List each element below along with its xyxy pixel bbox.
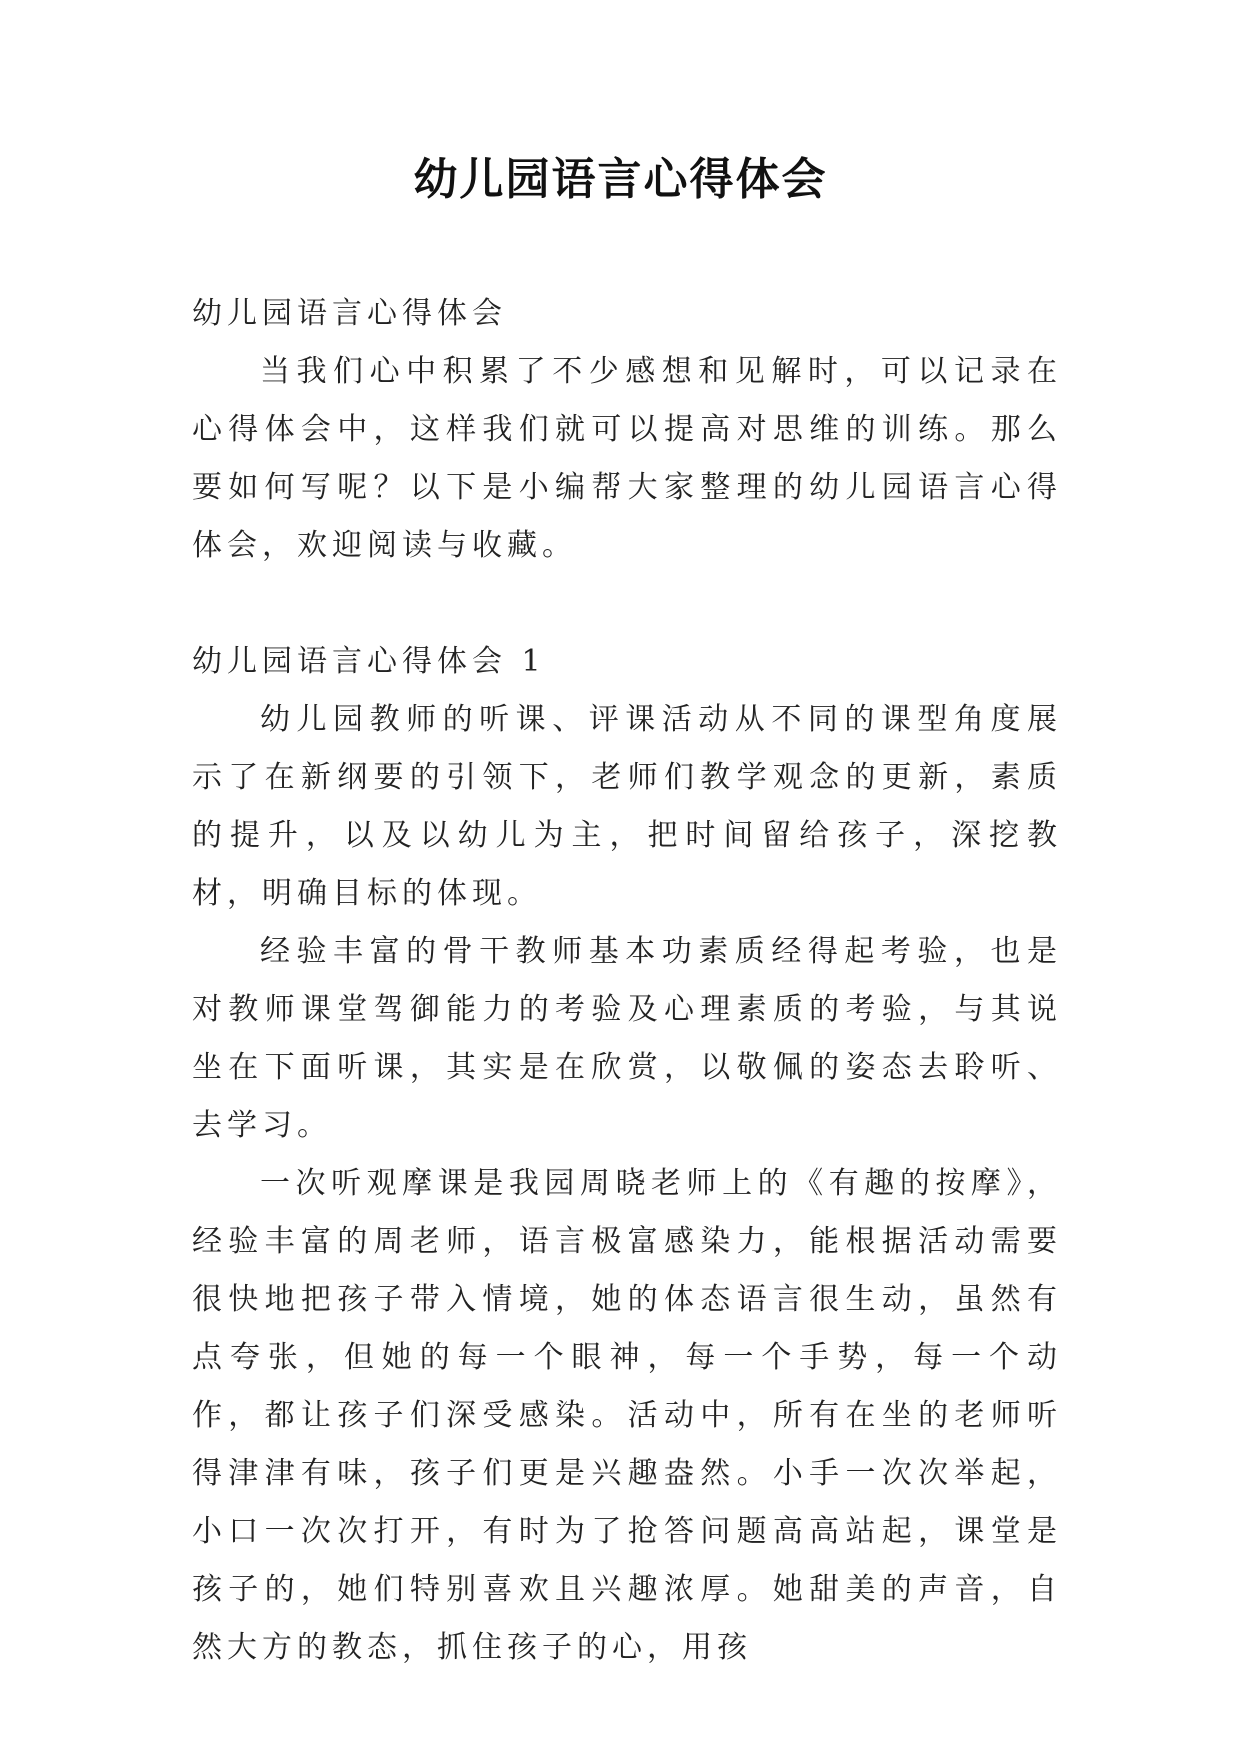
body-paragraph: 经验丰富的骨干教师基本功素质经得起考验，也是对教师课堂驾御能力的考验及心理素质的考验，与其说坐在下面听课，其实是在欣赏，以敬佩的姿态去聆听、去学习。 (192, 934, 1062, 1143)
document-title: 幼儿园语言心得体会 (413, 154, 828, 205)
intro-heading: 幼儿园语言心得体会 (192, 296, 507, 331)
body-paragraph: 一次听观摩课是我园周晓老师上的《有趣的按摩》，经验丰富的周老师，语言极富感染力，能根据活动需要很快地把孩子带入情境，她的体态语言很生动，虽然有点夸张，但她的每一个眼神，每一个手势，每一个动作，都让孩子们深受感染。活动中，所有在坐的老师听得津津有味，孩子们更是兴趣盎然。小手一次次举起，小口一次次打开，有时为了抢答问题高高站起，课堂是孩子的，她们特别喜欢且兴趣浓厚。她甜美的声音，自然大方的教态，抓住孩子的心，用孩 (192, 1166, 1062, 1665)
document-body (192, 285, 1062, 1677)
intro-paragraph: 当我们心中积累了不少感想和见解时，可以记录在心得体会中，这样我们就可以提高对思维的训练。那么要如何写呢？以下是小编帮大家整理的幼儿园语言心得体会，欢迎阅读与收藏。 (192, 354, 1062, 563)
section-heading: 幼儿园语言心得体会 1 (192, 644, 546, 679)
section-spacer (192, 575, 1062, 633)
body-paragraph: 幼儿园教师的听课、评课活动从不同的课型角度展示了在新纲要的引领下，老师们教学观念的更新，素质的提升，以及以幼儿为主，把时间留给孩子，深挖教材，明确目标的体现。 (192, 702, 1062, 911)
